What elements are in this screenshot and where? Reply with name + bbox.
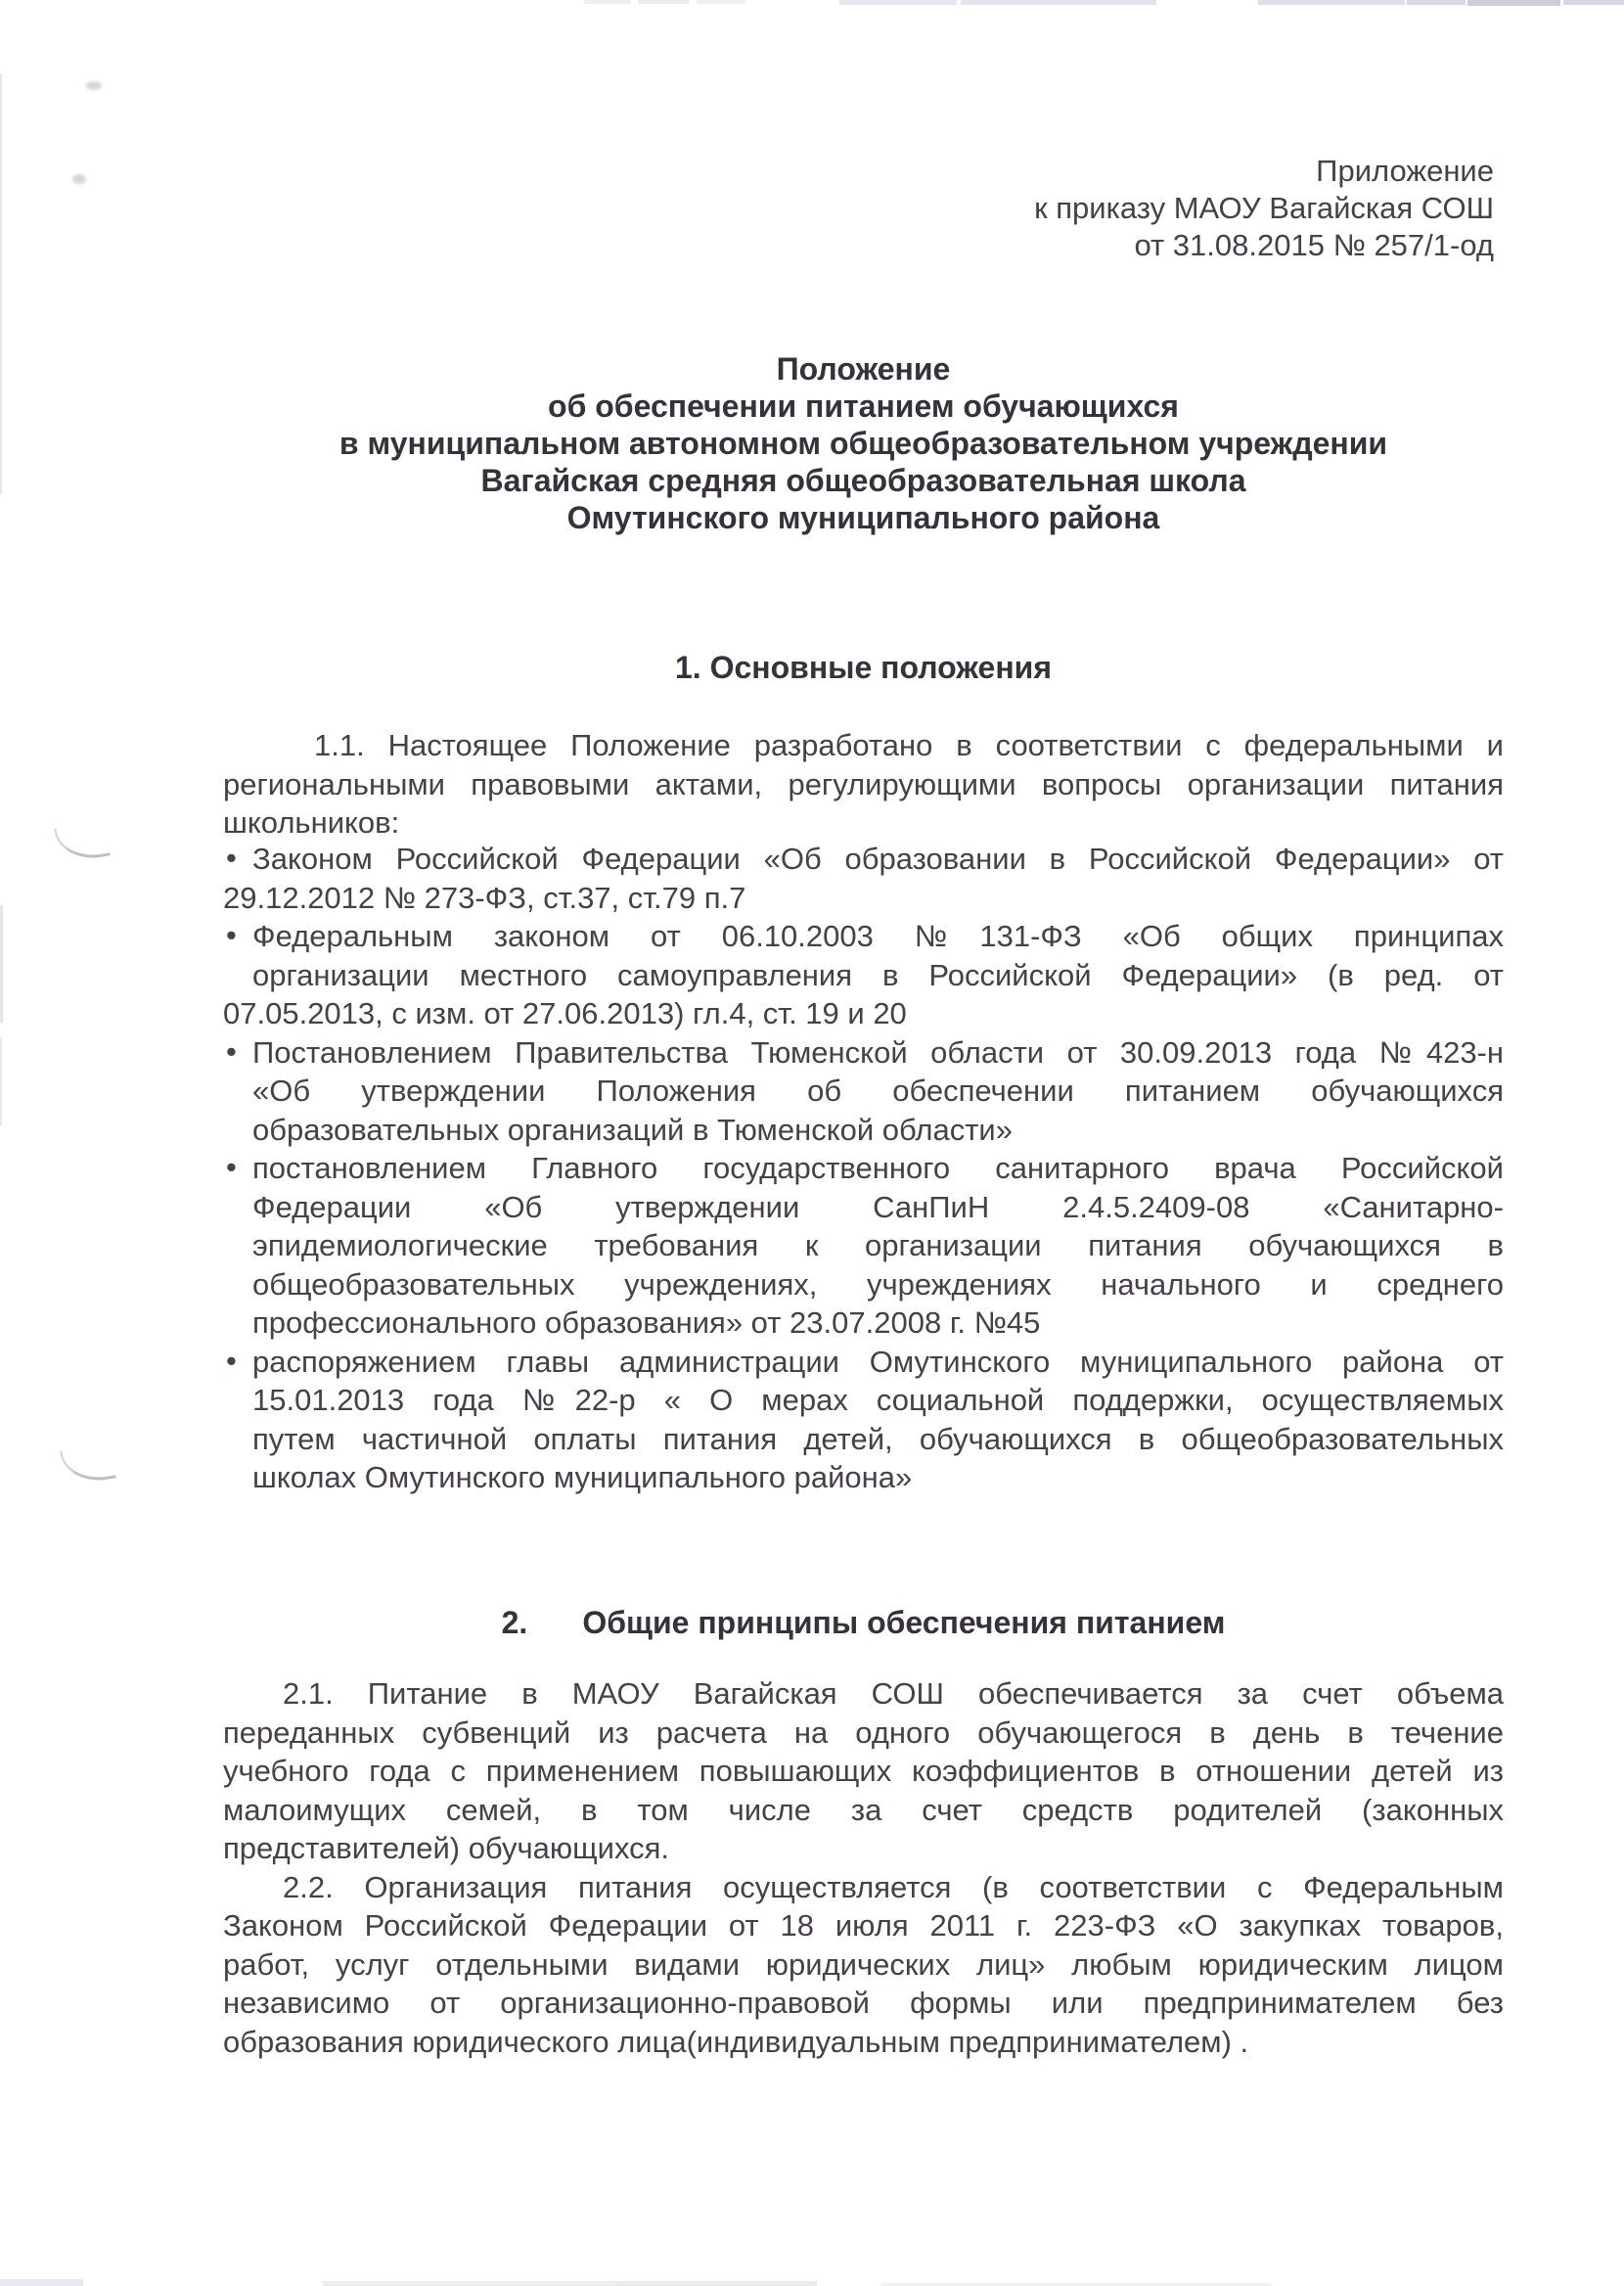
title-line: в муниципальном автономном общеобразовательном учреждении <box>338 426 1388 461</box>
section-2-paragraphs <box>223 1674 1504 2061</box>
list-item-line: путем частичной оплаты питания детей, обучающихся в общеобразовательных <box>252 1421 1504 1456</box>
list-item-line: 07.05.2013, с изм. от 27.06.2013) гл.4, ст. 19 и 20 <box>223 996 907 1030</box>
list-item-line: постановлением Главного государственного санитарного врача Российской <box>252 1151 1504 1185</box>
scan-artifact-pen-curve <box>54 820 111 864</box>
bullet-icon: • <box>226 1343 237 1378</box>
scan-artifact-top-edge <box>638 0 689 4</box>
scan-artifact-left-edge <box>0 905 3 1023</box>
paragraph-line: Законом Российской Федерации от 18 июля 2011 г. 223-ФЗ «О закупках товаров, <box>223 1908 1504 1943</box>
list-item <box>223 917 1504 1033</box>
list-item <box>223 840 1504 917</box>
scan-artifact-left-edge <box>0 73 2 494</box>
scan-artifact-speck <box>86 81 102 90</box>
paragraph-line: 2.2. Организация питания осуществляется (в соответствии с Федеральным <box>283 1869 1504 1904</box>
title-line: Омутинского муниципального района <box>566 500 1160 535</box>
list-item-line: Федерации «Об утверждении СанПиН 2.4.5.2409-08 «Санитарно- <box>252 1189 1504 1224</box>
legal-references-list <box>223 840 1504 1497</box>
paragraph-line: малоимущих семей, в том числе за счет средств родителей (законных <box>223 1792 1504 1827</box>
paragraph-line: 2.1. Питание в МАОУ Вагайская СОШ обеспечивается за счет объема <box>283 1676 1504 1711</box>
paragraph-line: образования юридического лица(индивидуальным предпринимателем) . <box>223 2024 1249 2059</box>
scan-artifact-top-edge <box>839 0 957 5</box>
list-item <box>223 1343 1504 1497</box>
section-2-title: Общие принципы обеспечения питанием <box>582 1605 1226 1640</box>
list-item-line: 29.12.2012 № 273-ФЗ, ст.37, ст.79 п.7 <box>223 880 746 915</box>
annotation-line: от 31.08.2015 № 257/1-од <box>1134 228 1494 262</box>
scan-artifact-top-edge <box>1407 0 1466 5</box>
scan-artifact-top-edge <box>1258 0 1405 5</box>
section-2-number: 2. <box>501 1605 528 1640</box>
scan-artifact-bottom-edge <box>323 2281 616 2286</box>
list-item <box>223 1149 1504 1343</box>
scan-artifact-pen-curve <box>60 1442 116 1486</box>
paragraph-line: независимо от организационно-правовой формы или предпринимателем без <box>223 1986 1504 2020</box>
paragraph-1-1 <box>223 726 1504 843</box>
list-item-line: школах Омутинского муниципального района» <box>252 1460 913 1494</box>
list-item-line: общеобразовательных учреждениях, учреждениях начального и среднего <box>252 1266 1504 1302</box>
annotation-line: Приложение <box>1316 154 1494 188</box>
list-item-line: эпидемиологические требования к организации питания обучающихся в <box>252 1228 1504 1262</box>
paragraph-line: школьников: <box>223 805 400 840</box>
bullet-icon: • <box>226 1033 237 1069</box>
bullet-icon: • <box>226 841 237 875</box>
list-item-line: профессионального образования» от 23.07.2008 г. №45 <box>252 1305 1041 1340</box>
scan-artifact-bottom-edge <box>616 2281 817 2286</box>
list-item-line: Федеральным законом от 06.10.2003 №131-ФЗ «Об общих принципах <box>252 919 1504 953</box>
scan-artifact-top-edge <box>961 0 1156 5</box>
paragraph-line: региональными правовыми актами, регулирующими вопросы организации питания <box>223 766 1504 801</box>
document-title <box>223 350 1504 536</box>
paragraph-line: 1.1. Настоящее Положение разработано в соответствии с федеральными и <box>314 728 1504 762</box>
list-item-line: распоряжением главы администрации Омутинского муниципального района от <box>252 1344 1504 1379</box>
scan-artifact-left-edge <box>0 1037 2 1125</box>
title-line: Положение <box>776 351 951 387</box>
scan-artifact-bottom-edge <box>0 2279 83 2286</box>
scan-artifact-top-edge <box>1563 0 1624 5</box>
paragraph-line: работ, услуг отдельными видами юридических лиц» любым юридическим лицом <box>223 1946 1504 1982</box>
title-line: Вагайская средняя общеобразовательная школа <box>480 463 1246 498</box>
bullet-icon: • <box>226 1150 237 1184</box>
scan-artifact-top-edge <box>584 0 631 4</box>
section-2-heading <box>223 1603 1504 1642</box>
paragraph-line: представителей) обучающихся. <box>223 1831 670 1865</box>
bullet-icon: • <box>226 918 237 952</box>
scan-artifact-top-edge <box>1467 0 1560 6</box>
list-item-line: Законом Российской Федерации «Об образовании в Российской Федерации» от <box>252 842 1504 876</box>
list-item-line: Постановлением Правительства Тюменской области от 30.09.2013 года №423-н <box>252 1034 1504 1070</box>
list-item-line: образовательных организаций в Тюменской области» <box>252 1112 1013 1147</box>
order-annotation-block <box>1034 153 1494 264</box>
annotation-line: к приказу МАОУ Вагайская СОШ <box>1034 191 1494 225</box>
title-line: об обеспечении питанием обучающихся <box>548 389 1179 424</box>
list-item <box>223 1033 1504 1150</box>
section-1-heading: 1. Основные положения <box>675 650 1052 685</box>
list-item-line: «Об утверждении Положения об обеспечении питанием обучающихся <box>252 1074 1504 1108</box>
scan-artifact-top-edge <box>697 0 745 4</box>
scan-artifact-speck <box>72 174 86 184</box>
list-item-line: 15.01.2013 года №22-р « О мерах социальной поддержки, осуществляемых <box>252 1383 1504 1417</box>
paragraph-line: переданных субвенций из расчета на одного обучающегося в день в течение <box>223 1714 1504 1750</box>
list-item-line: организации местного самоуправления в Российской Федерации» (в ред. от <box>252 957 1504 992</box>
paragraph-line: учебного года с применением повышающих коэффициентов в отношении детей из <box>223 1754 1504 1788</box>
